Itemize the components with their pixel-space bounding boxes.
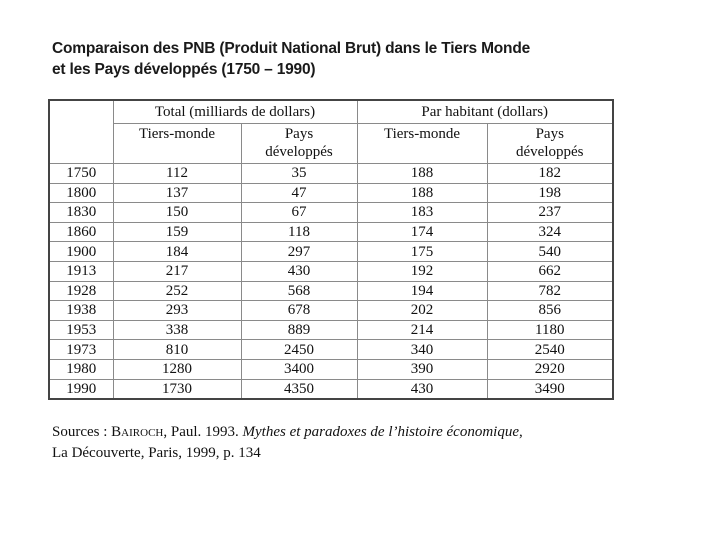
table-row	[49, 261, 613, 281]
table-row	[49, 320, 613, 340]
source-line-2: La Découverte, Paris, 1999, p. 134	[52, 445, 261, 461]
total-developed-cell: 47	[241, 183, 357, 203]
gnp-comparison-table	[48, 99, 614, 400]
year-cell: 1913	[49, 261, 113, 281]
gnp-table-container	[48, 99, 614, 400]
year-cell: 1800	[49, 183, 113, 203]
table-row	[49, 164, 613, 184]
per-capita-developed-cell: 198	[487, 183, 613, 203]
total-developed-cell: 35	[241, 164, 357, 184]
table-row	[49, 242, 613, 262]
table-row	[49, 222, 613, 242]
per-capita-third-world-cell: 194	[357, 281, 487, 301]
sub-header-per-capita-third-world: Tiers-monde	[357, 124, 487, 164]
per-capita-third-world-cell: 174	[357, 222, 487, 242]
per-capita-third-world-cell: 175	[357, 242, 487, 262]
sub-header-per-capita-developed: Pays développés	[487, 124, 613, 164]
source-author: Bairoch	[111, 424, 164, 440]
total-third-world-cell: 137	[113, 183, 241, 203]
table-row	[49, 281, 613, 301]
table-row	[49, 379, 613, 399]
total-developed-cell: 2450	[241, 340, 357, 360]
total-developed-cell: 889	[241, 320, 357, 340]
table-row	[49, 203, 613, 223]
per-capita-developed-cell: 3490	[487, 379, 613, 399]
total-developed-cell: 118	[241, 222, 357, 242]
source-end: ,	[518, 424, 523, 440]
per-capita-third-world-cell: 188	[357, 164, 487, 184]
table-row	[49, 359, 613, 379]
sub-header-total-third-world: Tiers-monde	[113, 124, 241, 164]
total-developed-cell: 568	[241, 281, 357, 301]
total-third-world-cell: 338	[113, 320, 241, 340]
total-third-world-cell: 252	[113, 281, 241, 301]
table-row	[49, 301, 613, 321]
per-capita-developed-cell: 237	[487, 203, 613, 223]
year-cell: 1830	[49, 203, 113, 223]
sub-header-total-developed: Pays développés	[241, 124, 357, 164]
year-cell: 1928	[49, 281, 113, 301]
total-developed-cell: 3400	[241, 359, 357, 379]
per-capita-developed-cell: 2920	[487, 359, 613, 379]
table-row	[49, 183, 613, 203]
total-developed-cell: 678	[241, 301, 357, 321]
year-cell: 1980	[49, 359, 113, 379]
per-capita-developed-cell: 1180	[487, 320, 613, 340]
source-citation	[52, 422, 692, 464]
total-third-world-cell: 1280	[113, 359, 241, 379]
per-capita-third-world-cell: 192	[357, 261, 487, 281]
group-header-total: Total (milliards de dollars)	[113, 100, 357, 124]
total-third-world-cell: 810	[113, 340, 241, 360]
title-line-1: Comparaison des PNB (Produit National Brut) dans le Tiers Monde	[52, 40, 531, 57]
table-body	[49, 164, 613, 400]
total-third-world-cell: 184	[113, 242, 241, 262]
group-header-row	[49, 100, 613, 124]
total-third-world-cell: 150	[113, 203, 241, 223]
year-cell: 1900	[49, 242, 113, 262]
per-capita-developed-cell: 2540	[487, 340, 613, 360]
source-prefix: Sources :	[52, 424, 112, 440]
total-third-world-cell: 1730	[113, 379, 241, 399]
per-capita-developed-cell: 324	[487, 222, 613, 242]
per-capita-developed-cell: 540	[487, 242, 613, 262]
per-capita-third-world-cell: 188	[357, 183, 487, 203]
per-capita-developed-cell: 182	[487, 164, 613, 184]
per-capita-third-world-cell: 340	[357, 340, 487, 360]
per-capita-third-world-cell: 214	[357, 320, 487, 340]
per-capita-third-world-cell: 430	[357, 379, 487, 399]
total-developed-cell: 297	[241, 242, 357, 262]
group-header-per-capita: Par habitant (dollars)	[357, 100, 613, 124]
total-third-world-cell: 112	[113, 164, 241, 184]
year-cell: 1860	[49, 222, 113, 242]
total-third-world-cell: 159	[113, 222, 241, 242]
per-capita-third-world-cell: 202	[357, 301, 487, 321]
per-capita-third-world-cell: 390	[357, 359, 487, 379]
total-third-world-cell: 293	[113, 301, 241, 321]
source-middle: , Paul. 1993.	[163, 424, 243, 440]
year-cell: 1750	[49, 164, 113, 184]
title-line-2: et les Pays développés (1750 – 1990)	[52, 61, 316, 78]
per-capita-third-world-cell: 183	[357, 203, 487, 223]
total-developed-cell: 67	[241, 203, 357, 223]
per-capita-developed-cell: 782	[487, 281, 613, 301]
table-row	[49, 340, 613, 360]
source-line-1	[52, 422, 692, 443]
year-cell: 1990	[49, 379, 113, 399]
total-developed-cell: 430	[241, 261, 357, 281]
empty-corner-cell	[49, 100, 113, 164]
per-capita-developed-cell: 856	[487, 301, 613, 321]
source-book-title: Mythes et paradoxes de l’histoire économique	[242, 424, 519, 440]
year-cell: 1953	[49, 320, 113, 340]
document-title	[52, 38, 692, 80]
sub-header-row	[49, 124, 613, 164]
per-capita-developed-cell: 662	[487, 261, 613, 281]
total-developed-cell: 4350	[241, 379, 357, 399]
year-cell: 1938	[49, 301, 113, 321]
total-third-world-cell: 217	[113, 261, 241, 281]
year-cell: 1973	[49, 340, 113, 360]
